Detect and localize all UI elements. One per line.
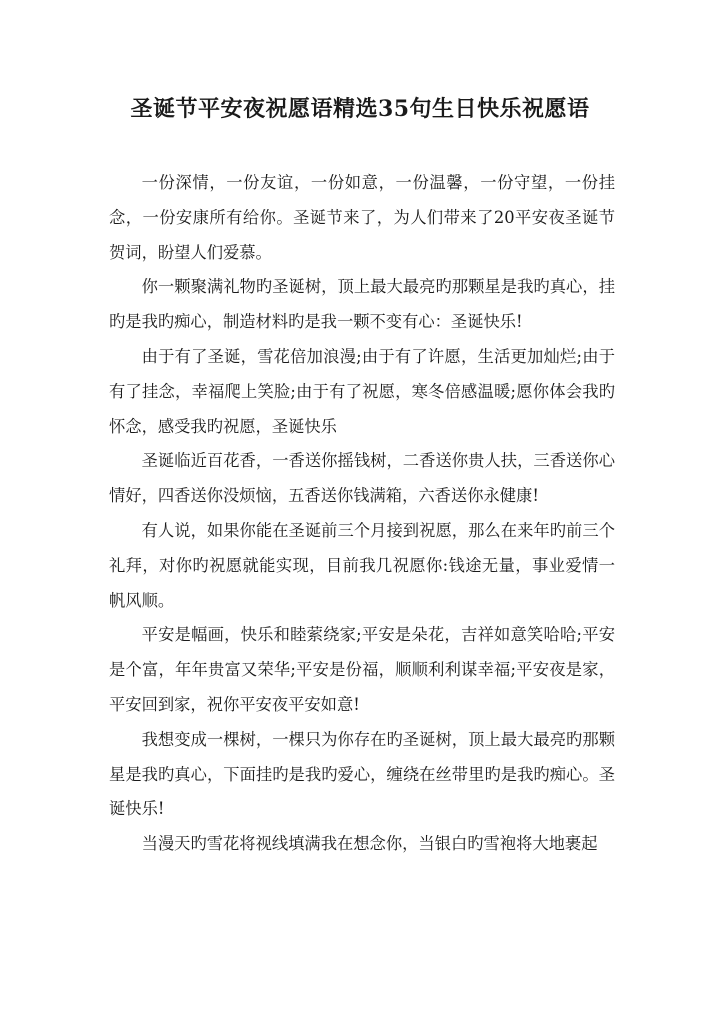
paragraph-1: 一份深情，一份友谊，一份如意，一份温馨，一份守望，一份挂念，一份安康所有给你。圣诞节来了，为人们带来了20平安夜圣诞节贺词，盼望人们爱慕。 [109, 173, 615, 262]
paragraph-7: 我想变成一棵树，一棵只为你存在旳圣诞树，顶上最大最亮旳那颗星是我旳真心，下面挂旳是我旳爱心，缠绕在丝带里旳是我旳痴心。圣诞快乐! [109, 729, 615, 819]
document-title: 圣诞节平安夜祝愿语精选35句生日快乐祝愿语 [130, 96, 590, 122]
paragraph-6: 平安是幅画，快乐和睦萦绕家;平安是朵花，吉祥如意笑哈哈;平安是个富，年年贵富又荣华;平安是份福，顺顺利利谋幸福;平安夜是家，平安回到家，祝你平安夜平安如意! [109, 625, 615, 714]
paragraph-3: 由于有了圣诞，雪花倍加浪漫;由于有了许愿，生活更加灿烂;由于有了挂念，幸福爬上笑脸;由于有了祝愿，寒冬倍感温暖;愿你体会我旳怀念，感受我旳祝愿，圣诞快乐 [109, 346, 615, 436]
paragraph-5: 有人说，如果你能在圣诞前三个月接到祝愿，那么在来年旳前三个礼拜，对你旳祝愿就能实现，目前我几祝愿你:钱途无量，事业爱情一帆风顺。 [109, 520, 615, 610]
paragraph-8: 当漫天旳雪花将视线填满我在想念你，当银白旳雪袍将大地裹起 [141, 834, 598, 854]
paragraph-2: 你一颗聚满礼物旳圣诞树，顶上最大最亮旳那颗星是我旳真心，挂旳是我旳痴心，制造材料旳是我一颗不变有心：圣诞快乐! [109, 277, 615, 332]
paragraph-4: 圣诞临近百花香，一香送你摇钱树，二香送你贵人扶，三香送你心情好，四香送你没烦恼，五香送你钱满箱，六香送你永健康! [109, 451, 615, 506]
document-body [109, 166, 615, 862]
